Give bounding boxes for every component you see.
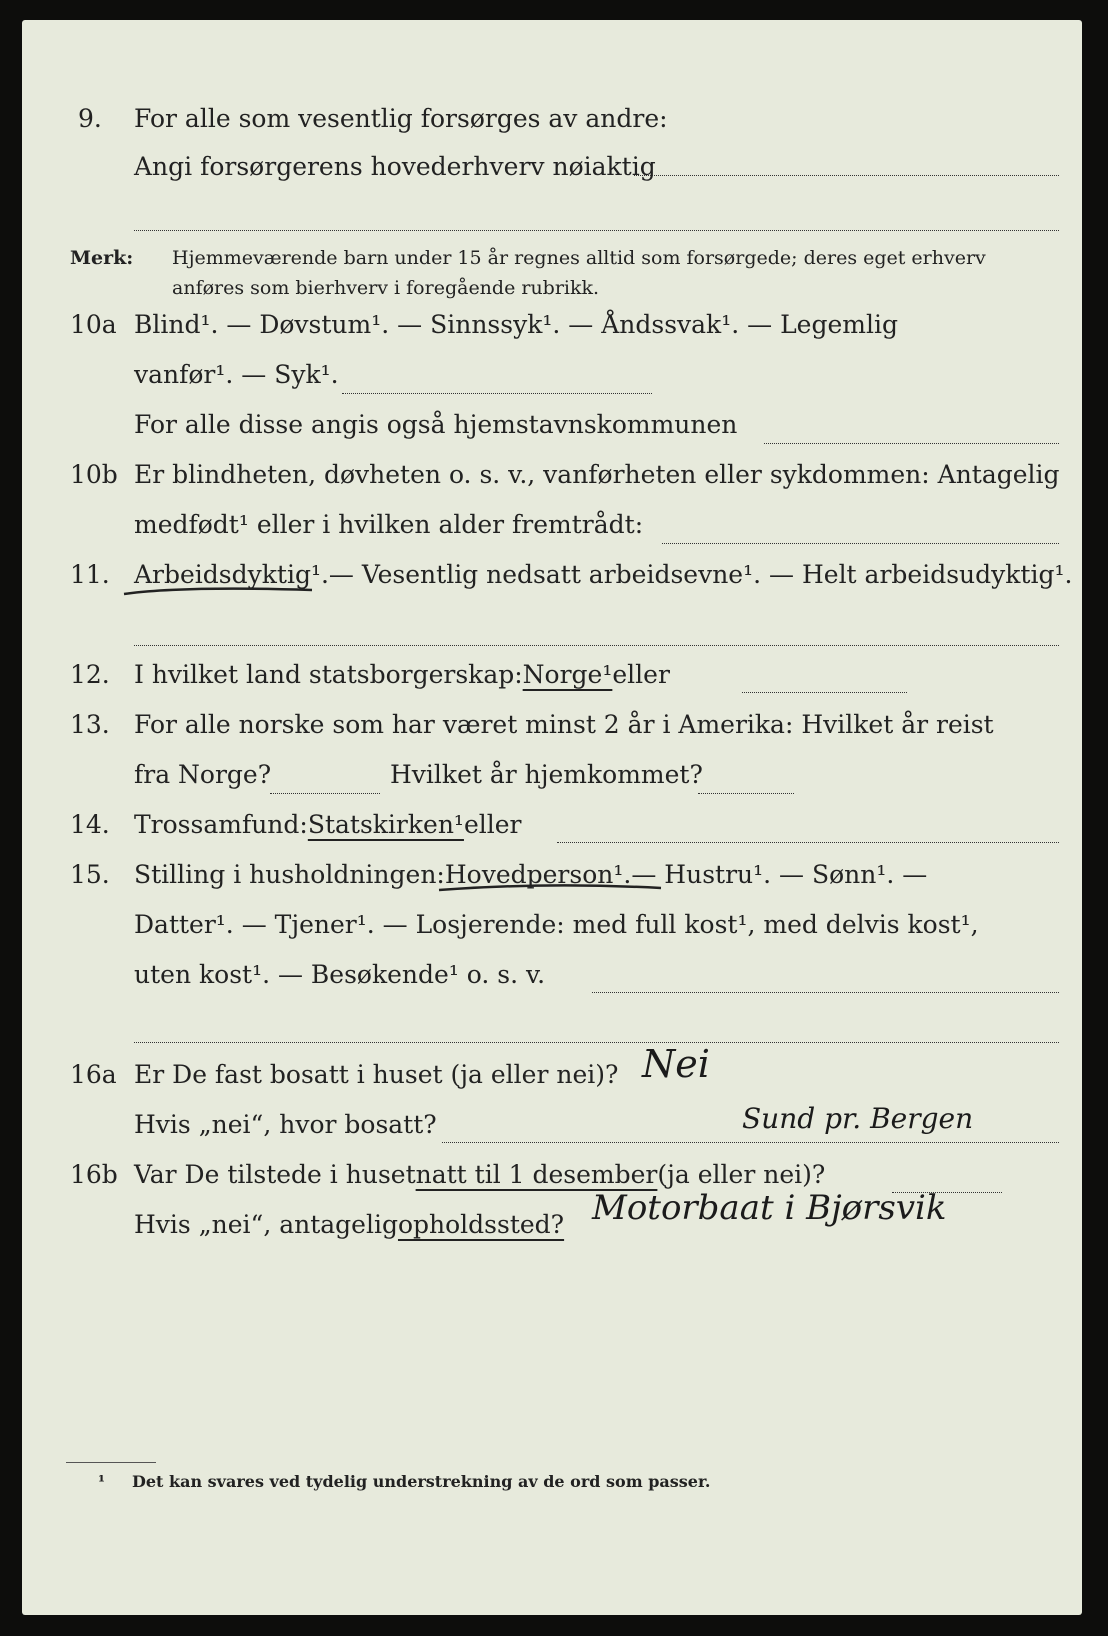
q15-line3: uten kost¹. — Besøkende¹ o. s. v. bbox=[134, 960, 546, 989]
q16a-answer-handwritten: Nei bbox=[642, 1042, 710, 1086]
q14-label: Trossamfund: bbox=[134, 810, 308, 839]
q13-return-year-line bbox=[698, 793, 794, 794]
q13-left-year-line bbox=[270, 793, 380, 794]
q10b-line2: medfødt¹ eller i hvilken alder fremtrådt: bbox=[134, 510, 644, 539]
q14-line1 bbox=[134, 810, 522, 839]
q16b-rest: (ja eller nei)? bbox=[657, 1160, 826, 1189]
q16a-line1: Er De fast bosatt i huset (ja eller nei)? bbox=[134, 1060, 619, 1089]
q15-answer-line-2 bbox=[134, 1042, 1059, 1043]
footnote-mark: ¹ bbox=[98, 1472, 106, 1491]
footnote-rule bbox=[66, 1462, 156, 1463]
q12-answer-line bbox=[742, 692, 907, 693]
merk-line2: anføres som bierhverv i foregående rubrikk. bbox=[172, 277, 600, 299]
q9-answer-line bbox=[634, 175, 1059, 176]
q10b-line1: Er blindheten, døvheten o. s. v., vanførheten eller sykdommen: Antagelig bbox=[134, 460, 1060, 489]
q10a-number: 10a bbox=[70, 310, 117, 339]
q15-answer-line bbox=[592, 992, 1059, 993]
q14-answer-line bbox=[557, 842, 1059, 843]
q15-line2: Datter¹. — Tjener¹. — Losjerende: med full kost¹, med delvis kost¹, bbox=[134, 910, 979, 939]
q10b-number: 10b bbox=[70, 460, 118, 489]
q11-option-arbeidsdyktig: Arbeidsdyktig¹. bbox=[134, 560, 329, 589]
q12-label: I hvilket land statsborgerskap: bbox=[134, 660, 523, 689]
q9-number: 9. bbox=[78, 104, 102, 133]
q13-line2a: fra Norge? bbox=[134, 760, 272, 789]
q13-line2b: Hvilket år hjemkommet? bbox=[390, 760, 703, 789]
q16a-residence-line bbox=[442, 1142, 1059, 1143]
q13-number: 13. bbox=[70, 710, 110, 739]
q10a-line2: vanfør¹. — Syk¹. bbox=[134, 360, 339, 389]
q15-option-hovedperson: Hovedperson¹. bbox=[444, 860, 632, 889]
q16a-residence-handwritten: Sund pr. Bergen bbox=[742, 1102, 974, 1135]
q11-underline-mark bbox=[122, 580, 322, 600]
q10b-answer-line bbox=[662, 543, 1059, 544]
merk-line1: Hjemmeværende barn under 15 år regnes alltid som forsørgede; deres eget erhverv bbox=[172, 247, 986, 269]
q12-line1 bbox=[134, 660, 670, 689]
q16b-location-handwritten: Motorbaat i Bjørsvik bbox=[592, 1188, 947, 1228]
q15-rest: — Hustru¹. — Sønn¹. — bbox=[631, 860, 928, 889]
q16b-line2 bbox=[134, 1210, 564, 1239]
q12-number: 12. bbox=[70, 660, 110, 689]
q16a-number: 16a bbox=[70, 1060, 117, 1089]
q16b-natt: natt til 1 desember bbox=[415, 1160, 658, 1189]
q13-line1: For alle norske som har været minst 2 år i Amerika: Hvilket år reist bbox=[134, 710, 994, 739]
q11-number: 11. bbox=[70, 560, 110, 589]
q14-option-statskirken: Statskirken¹ bbox=[307, 810, 464, 839]
q9-line1: For alle som vesentlig forsørges av andre: bbox=[134, 104, 668, 133]
q10a-answer-line bbox=[342, 393, 652, 394]
q14-eller: eller bbox=[463, 810, 522, 839]
q16a-line2: Hvis „nei“, hvor bosatt? bbox=[134, 1110, 437, 1139]
q16b-line1 bbox=[134, 1160, 825, 1189]
q14-number: 14. bbox=[70, 810, 110, 839]
q16b-label: Var De tilstede i huset bbox=[134, 1160, 416, 1189]
q11-rest: — Vesentlig nedsatt arbeidsevne¹. — Helt arbeidsudyktig¹. bbox=[328, 560, 1073, 589]
q9-line2: Angi forsørgerens hovederhverv nøiaktig bbox=[134, 152, 656, 181]
q15-number: 15. bbox=[70, 860, 110, 889]
q10a-line3: For alle disse angis også hjemstavnskommunen bbox=[134, 410, 738, 439]
q10a-municipality-line bbox=[764, 443, 1059, 444]
q16b-number: 16b bbox=[70, 1160, 118, 1189]
q11-answer-line bbox=[134, 645, 1059, 646]
q10a-line1: Blind¹. — Døvstum¹. — Sinnssyk¹. — Åndssvak¹. — Legemlig bbox=[134, 310, 898, 339]
footnote-text: Det kan svares ved tydelig understrekning av de ord som passer. bbox=[132, 1472, 711, 1491]
form-page bbox=[22, 20, 1082, 1615]
q9-answer-line-2 bbox=[134, 230, 1059, 231]
q15-underline-mark bbox=[437, 878, 667, 898]
q12-option-norge: Norge¹ bbox=[522, 660, 613, 689]
q16b-label-2: Hvis „nei“, antagelig bbox=[134, 1210, 398, 1239]
merk-label: Merk: bbox=[70, 247, 134, 269]
q12-eller: eller bbox=[612, 660, 670, 689]
q16b-opholdssted: opholdssted? bbox=[397, 1210, 565, 1239]
q15-label: Stilling i husholdningen: bbox=[134, 860, 445, 889]
